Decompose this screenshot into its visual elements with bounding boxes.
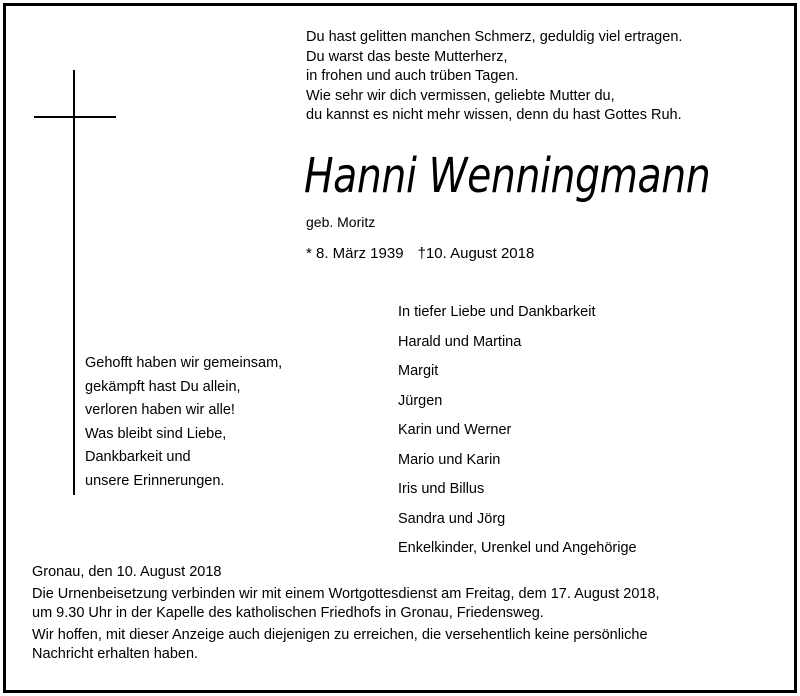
closing-notice-line: Wir hoffen, mit dieser Anzeige auch diejenigen zu erreichen, die versehentlich keine persönliche [32, 627, 648, 643]
birth-date: * 8. März 1939 [306, 245, 404, 262]
poem-line: Wie sehr wir dich vermissen, geliebte Mutter du, [306, 87, 615, 104]
quote-line: Dankbarkeit und [85, 449, 191, 465]
birth-name: geb. Moritz [306, 214, 376, 230]
mourner-item: Jürgen [398, 392, 443, 409]
mourner-item: Iris und Billus [398, 481, 485, 497]
deceased-name: Hanni Wenningmann [304, 148, 711, 204]
quote-line: Was bleibt sind Liebe, [85, 425, 227, 442]
mourner-item: Margit [398, 363, 439, 379]
poem-line: Du warst das beste Mutterherz, [306, 48, 508, 65]
notices [32, 563, 660, 664]
mourners-list [398, 298, 637, 564]
place-date: Gronau, den 10. August 2018 [32, 564, 222, 580]
mourner-item: Karin und Werner [398, 422, 512, 438]
mourner-item: Enkelkinder, Urenkel und Angehörige [398, 540, 637, 556]
quote-line: gekämpft hast Du allein, [85, 378, 241, 395]
cross-icon [73, 70, 75, 495]
poem-verse [306, 28, 682, 126]
dagger-icon: † [417, 245, 426, 262]
closing-notice-line: Nachricht erhalten haben. [32, 646, 199, 662]
poem-line: du kannst es nicht mehr wissen, denn du hast Gottes Ruh. [306, 107, 682, 123]
quote-line: Gehofft haben wir gemeinsam, [85, 355, 283, 371]
farewell-quote [85, 352, 282, 493]
service-notice-line: um 9.30 Uhr in der Kapelle des katholischen Friedhofs in Gronau, Friedensweg. [32, 605, 544, 621]
quote-line: verloren haben wir alle! [85, 402, 235, 418]
cross-icon-bar [34, 116, 116, 118]
life-dates [306, 244, 534, 264]
quote-line: unsere Erinnerungen. [85, 472, 225, 489]
poem-line: in frohen und auch trüben Tagen. [306, 68, 519, 84]
death-date: 10. August 2018 [425, 245, 535, 262]
mourner-item: Mario und Karin [398, 451, 501, 468]
mourners-heading: In tiefer Liebe und Dankbarkeit [398, 304, 596, 320]
poem-line: Du hast gelitten manchen Schmerz, geduldig viel ertragen. [306, 29, 683, 45]
mourner-item: Sandra und Jörg [398, 510, 506, 527]
service-notice-line: Die Urnenbeisetzung verbinden wir mit einem Wortgottesdienst am Freitag, dem 17. August 2018, [32, 586, 660, 602]
mourner-item: Harald und Martina [398, 333, 522, 350]
